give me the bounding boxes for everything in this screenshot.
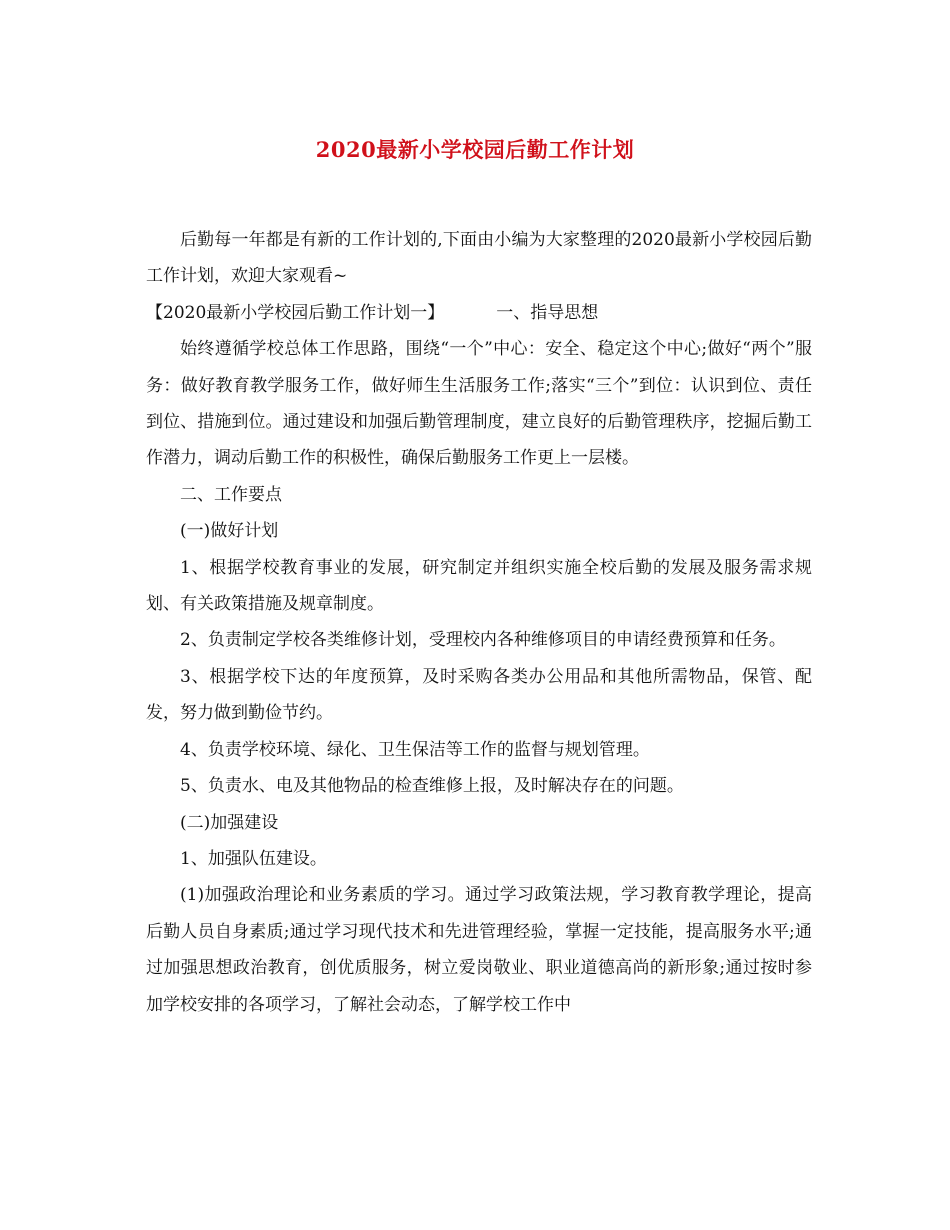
list-item-3: 3、根据学校下达的年度预算，及时采购各类办公用品和其他所需物品，保管、配发，努力做到勤俭节约。 (146, 666, 812, 724)
document-title: 2020最新小学校园后勤工作计划 (315, 137, 635, 162)
subsection-heading-planning: (一)做好计划 (180, 521, 279, 542)
paragraph-intro: 后勤每一年都是有新的工作计划的,下面由小编为大家整理的2020最新小学校园后勤工作计划，欢迎大家观看~ (146, 230, 812, 287)
list-item-5: 5、负责水、电及其他物品的检查维修上报，及时解决存在的问题。 (180, 776, 684, 797)
list-item-team-building: 1、加强队伍建设。 (180, 848, 327, 869)
list-item-2: 2、负责制定学校各类维修计划，受理校内各种维修项目的申请经费预算和任务。 (180, 630, 786, 651)
document-body (146, 222, 812, 1023)
paragraph-study: (1)加强政治理论和业务素质的学习。通过学习政策法规，学习教育教学理论，提高后勤人员自身素质;通过学习现代技术和先进管理经验，掌握一定技能，提高服务水平;通过加强思想政治教育，创优质服务，树立爱岗敬业、职业道德高尚的新形象;通过按时参加学校安排的各项学习，了解社会动态，了解学校工作中 (146, 885, 812, 1015)
paragraph-guiding-ideology: 始终遵循学校总体工作思路，围绕“一个”中心：安全、稳定这个中心;做好“两个”服务：做好教育教学服务工作，做好师生生活服务工作;落实“三个”到位：认识到位、责任到位、措施到位。通过建设和加强后勤管理制度，建立良好的后勤管理秩序，挖掘后勤工作潜力，调动后勤工作的积极性，确保后勤服务工作更上一层楼。 (146, 339, 812, 469)
list-item-4: 4、负责学校环境、绿化、卫生保洁等工作的监督与规划管理。 (180, 739, 650, 760)
paragraph-plan-heading (146, 295, 812, 331)
section-heading-work-points: 二、工作要点 (180, 484, 282, 505)
list-item-1: 1、根据学校教育事业的发展，研究制定并组织实施全校后勤的发展及服务需求规划、有关政策措施及规章制度。 (146, 557, 812, 615)
subsection-heading-strengthen: (二)加强建设 (180, 812, 279, 833)
plan-one-label: 【2020最新小学校园后勤工作计划一】 (146, 302, 445, 323)
section-heading-guiding-ideology: 一、指导思想 (496, 302, 599, 323)
